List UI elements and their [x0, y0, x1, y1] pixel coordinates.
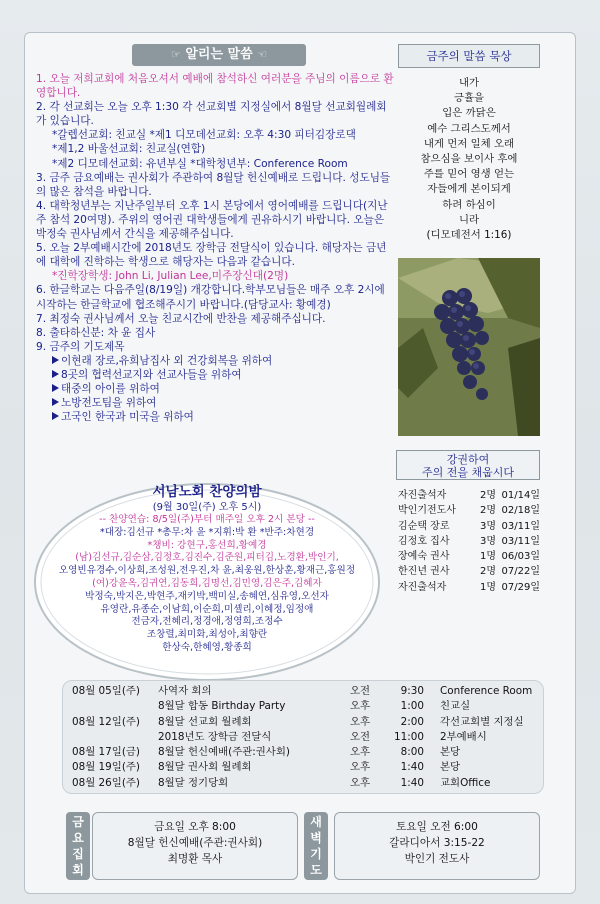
- schedule-event: 8월달 선교회 월례회: [158, 715, 252, 728]
- choir-men-line: (남)김선규,김순삼,김정호,김진수,김준원,피터김,노경환,박인기,: [75, 552, 339, 564]
- announcement-list: [36, 72, 396, 424]
- announcement-item: 4. 대학청년부는 지난주일부터 오후 1시 본당에서 영어예배를 드립니다(지난주 참석 20여명). 주위의 영어권 대학생들에게 권유하시기 바랍니다. 오늘은 박정숙 권사님께서 간식을 제공해주십니다.: [36, 199, 388, 241]
- choir-night: [32, 482, 382, 682]
- encourage-heading: [396, 450, 540, 480]
- encourage-heading-line2: 주의 전을 채웁시다: [421, 466, 514, 479]
- attendance-list: [398, 488, 540, 595]
- attendance-row: [398, 564, 540, 579]
- choir-leaders: *대장:김선규 *총무:차 윤 *지휘:박 환 *반주:차현경: [99, 526, 315, 538]
- verse-line: 주를 믿어 영생 얻는: [423, 168, 515, 181]
- schedule-time: 1:00: [400, 700, 424, 713]
- triangle-bullet-icon: [52, 370, 59, 378]
- schedule-event: 8월달 합동 Birthday Party: [158, 700, 286, 713]
- verse-line: 입은 까닭은: [442, 107, 496, 120]
- schedule-row: [72, 745, 542, 760]
- attendee-date: 02/18일: [501, 505, 540, 517]
- attendee-name: 김정호 집사: [398, 535, 450, 547]
- attendance-row: [398, 503, 540, 518]
- attendee-count: 3명: [479, 535, 496, 547]
- attendance-row: [398, 519, 540, 534]
- verse-line: (디모데전서 1:16): [426, 229, 512, 242]
- triangle-bullet-icon: [52, 398, 59, 406]
- attendee-date: 03/11일: [501, 535, 540, 547]
- attendee-count: 2명: [479, 505, 496, 517]
- schedule-ampm: 오후: [350, 761, 371, 774]
- schedule-date: 08월 19일(주): [72, 761, 140, 774]
- announcement-item: 1. 오늘 저희교회에 처음오셔서 예배에 참석하신 여러분을 주님의 이름으로 환영합니다.: [36, 73, 394, 100]
- announcement-item: *제1,2 바울선교회: 친교실(연합): [52, 143, 206, 156]
- choir-women-line: 유영란,유종순,이남희,이순희,미셸리,이혜정,임정애: [100, 603, 314, 615]
- choir-women-line: (여)강윤옥,김귀연,김동희,김명선,김민영,김은주,김혜자: [92, 577, 322, 589]
- schedule-row: [72, 760, 542, 775]
- attendance-row: [398, 549, 540, 564]
- choir-men: [32, 552, 382, 578]
- attendee-date: 03/11일: [501, 520, 540, 532]
- choir-assistants: *챙비: 강현구,홍선희,황예경: [147, 539, 267, 551]
- schedule-ampm: 오후: [350, 776, 371, 789]
- announcement-item: 5. 오늘 2부예배시간에 2018년도 장학금 전달식이 있습니다. 해당자는 금년에 대학에 진학하는 학생으로 해당자는 다음과 같습니다.: [36, 242, 387, 269]
- announcement-item: *갈렙선교회: 친교실 *제1 디모데선교회: 오후 4:30 피터김장로댁: [52, 129, 356, 142]
- schedule-time: 1:40: [400, 761, 424, 774]
- choir-date: (9월 30일(주) 오후 5시): [152, 502, 262, 513]
- schedule-time: 11:00: [394, 730, 424, 743]
- schedule-row: [72, 715, 542, 730]
- schedule-event: 사역자 회의: [158, 685, 212, 697]
- schedule-place: 2부예배시: [440, 730, 487, 743]
- prayer-text: 태중의 아이를 위하여: [61, 383, 160, 396]
- announcement-item: 8. 출타하신분: 차 윤 집사: [36, 326, 156, 339]
- prayer-text: 8곳의 협력선교지와 선교사들을 위하여: [61, 368, 242, 381]
- triangle-bullet-icon: [52, 356, 59, 364]
- choir-practice: -- 찬양연습: 8/5일(주)부터 매주일 오후 2시 본당 --: [99, 514, 315, 525]
- attendee-name: 김순택 장로: [398, 520, 450, 532]
- announcements-heading: [132, 44, 306, 66]
- choir-women: [32, 578, 382, 655]
- verse-text: [398, 76, 540, 243]
- dawn-line: 토요일 오전 6:00: [396, 821, 478, 833]
- schedule-event: 8월달 권사회 월례회: [158, 761, 252, 774]
- attendance-row: [398, 534, 540, 549]
- schedule-row: [72, 684, 542, 699]
- friday-line: 최명환 목사: [167, 853, 223, 865]
- prayer-item: [36, 396, 396, 410]
- attendee-name: 박인기전도사: [398, 505, 456, 517]
- announcement-item: *제2 디모데선교회: 유년부실 *대학청년부: Conference Room: [52, 157, 348, 170]
- verse-line: 내가: [458, 77, 480, 89]
- dawn-line: 갈라디아서 3:15-22: [389, 837, 485, 849]
- prayer-item: [36, 410, 396, 424]
- attendee-count: 1명: [479, 581, 496, 593]
- announcement-item: 7. 최정숙 권사님께서 오늘 친교시간에 반찬을 제공해주십니다.: [36, 312, 326, 325]
- attendee-date: 01/14일: [501, 490, 540, 501]
- schedule-place: Conference Room: [440, 685, 533, 697]
- attendee-count: 1명: [479, 551, 496, 563]
- choir-women-line: 박정숙,박지은,박현주,재키박,백미실,송혜연,심유영,오선자: [85, 590, 329, 602]
- dawn-prayer: [334, 812, 540, 880]
- schedule-date: 08월 05일(주): [72, 685, 140, 697]
- verse-line: 긍휼을: [453, 92, 485, 105]
- announcement-item: 9. 금주의 기도제목: [36, 340, 125, 353]
- verse-line: 참으심을 보이사 후에: [420, 153, 518, 166]
- schedule-time: 9:30: [400, 685, 424, 697]
- attendee-count: 2명: [479, 490, 496, 501]
- attendance-row: [398, 580, 540, 595]
- choir-women-line: 한상숙,한혜영,황종희: [162, 641, 252, 653]
- announcement-item: *진학장학생: John Li, Julian Lee,미주장신대(2명): [52, 270, 289, 283]
- dawn-line: 박인기 전도사: [404, 853, 470, 865]
- schedule-row: [72, 730, 542, 745]
- schedule-place: 각선교회별 지정실: [440, 715, 524, 728]
- grapes-photo: [398, 258, 540, 436]
- schedule-time: 1:40: [400, 776, 424, 789]
- announcement-item: 6. 한글학교는 다음주일(8/19일) 개강합니다.학부모님들은 매주 오후 2시에 시작하는 한글학교에 협조해주시기 바랍니다.(담당교사: 황예경): [36, 284, 385, 311]
- announcement-item: 2. 각 선교회는 오늘 오후 1:30 각 선교회별 지정실에서 8월달 선교회월례회가 있습니다.: [36, 101, 387, 128]
- weekly-verse: [398, 44, 540, 243]
- attendee-date: 07/22일: [501, 566, 540, 578]
- encourage-heading-line1: 강권하여: [446, 453, 490, 466]
- friday-tab: 금 요 집 회: [66, 812, 90, 880]
- schedule-row: [72, 776, 542, 791]
- choir-title: 서남노회 찬양의밤: [152, 484, 262, 500]
- choir-men-line: 오영빈유경수,이상희,조성원,전우진,차 윤,최웅원,한상훈,황재근,홍원정: [58, 565, 356, 577]
- schedule-date: 08월 26일(주): [72, 776, 140, 789]
- attendee-name: 장예숙 권사: [398, 551, 450, 563]
- schedule-ampm: 오전: [350, 730, 371, 743]
- schedule-time: 2:00: [400, 715, 424, 728]
- attendee-name: 자진출석자: [398, 581, 447, 593]
- schedule-event: 2018년도 장학금 전달식: [158, 730, 272, 743]
- triangle-bullet-icon: [52, 384, 59, 392]
- schedule-event: 8월달 헌신예배(주관:권사회): [158, 746, 290, 759]
- attendance-row: [398, 488, 540, 503]
- schedule-place: 본당: [440, 761, 461, 774]
- schedule-place: 본당: [440, 746, 461, 759]
- choir-women-line: 전금자,전혜리,정경애,정영희,조정수: [131, 616, 283, 628]
- schedule-ampm: 오후: [350, 715, 371, 728]
- schedule-ampm: 오후: [350, 746, 371, 759]
- attendee-name: 한진년 권사: [398, 566, 450, 578]
- prayer-item: [36, 354, 396, 368]
- schedule-table: [72, 684, 542, 791]
- prayer-text: 노방전도팀을 위하여: [61, 397, 157, 410]
- verse-line: 자들에게 본이되게: [427, 183, 511, 196]
- dawn-prayer-tab: 새 벽 기 도: [304, 812, 328, 880]
- verse-line: 니라: [458, 213, 480, 226]
- prayer-text: 고국인 한국과 미국을 위하여: [61, 411, 194, 424]
- schedule-place: 친교실: [440, 700, 471, 713]
- friday-service: [92, 812, 298, 880]
- verse-line: 내게 먼저 일체 오래: [423, 137, 515, 150]
- attendee-date: 07/29일: [501, 581, 540, 593]
- schedule-date: 08월 12일(주): [72, 715, 140, 728]
- verse-line: 하려 하심이: [442, 198, 496, 211]
- friday-line: 금요일 오후 8:00: [154, 821, 236, 833]
- attendee-name: 자진출석자: [398, 490, 447, 501]
- prayer-item: [36, 368, 396, 382]
- choir-women-line: 조창렬,최미화,최성아,최향란: [146, 629, 268, 641]
- schedule-date: [72, 730, 158, 745]
- attendee-date: 06/03일: [501, 551, 540, 563]
- attendee-count: 2명: [479, 566, 496, 578]
- prayer-text: 이현래 장로,유희남집사 외 건강회복을 위하여: [61, 354, 273, 367]
- triangle-bullet-icon: [52, 412, 59, 420]
- schedule-ampm: 오전: [350, 685, 371, 697]
- schedule-date: [72, 699, 158, 714]
- verse-heading: 금주의 말씀 묵상: [398, 44, 540, 68]
- announcements-title: 알리는 말씀: [185, 47, 253, 62]
- schedule-place: 교회Office: [440, 776, 491, 789]
- announcement-item: 3. 금주 금요예배는 권사회가 주관하여 8월달 헌신예배로 드립니다. 성도님들의 많은 참석을 바랍니다.: [36, 171, 391, 198]
- prayer-item: [36, 382, 396, 396]
- attendee-count: 3명: [479, 520, 496, 532]
- pointing-hand-icon: ☞: [170, 48, 181, 61]
- schedule-time: 8:00: [400, 746, 424, 759]
- schedule-date: 08월 17일(금): [72, 746, 140, 759]
- friday-line: 8월달 헌신예배(주관:권사회): [127, 837, 263, 849]
- schedule-row: [72, 699, 542, 714]
- pointing-hand-icon: ☜: [257, 48, 268, 61]
- schedule-ampm: 오후: [350, 700, 371, 713]
- verse-line: 예수 그리스도께서: [427, 122, 511, 135]
- schedule-event: 8월달 정기당회: [158, 776, 229, 789]
